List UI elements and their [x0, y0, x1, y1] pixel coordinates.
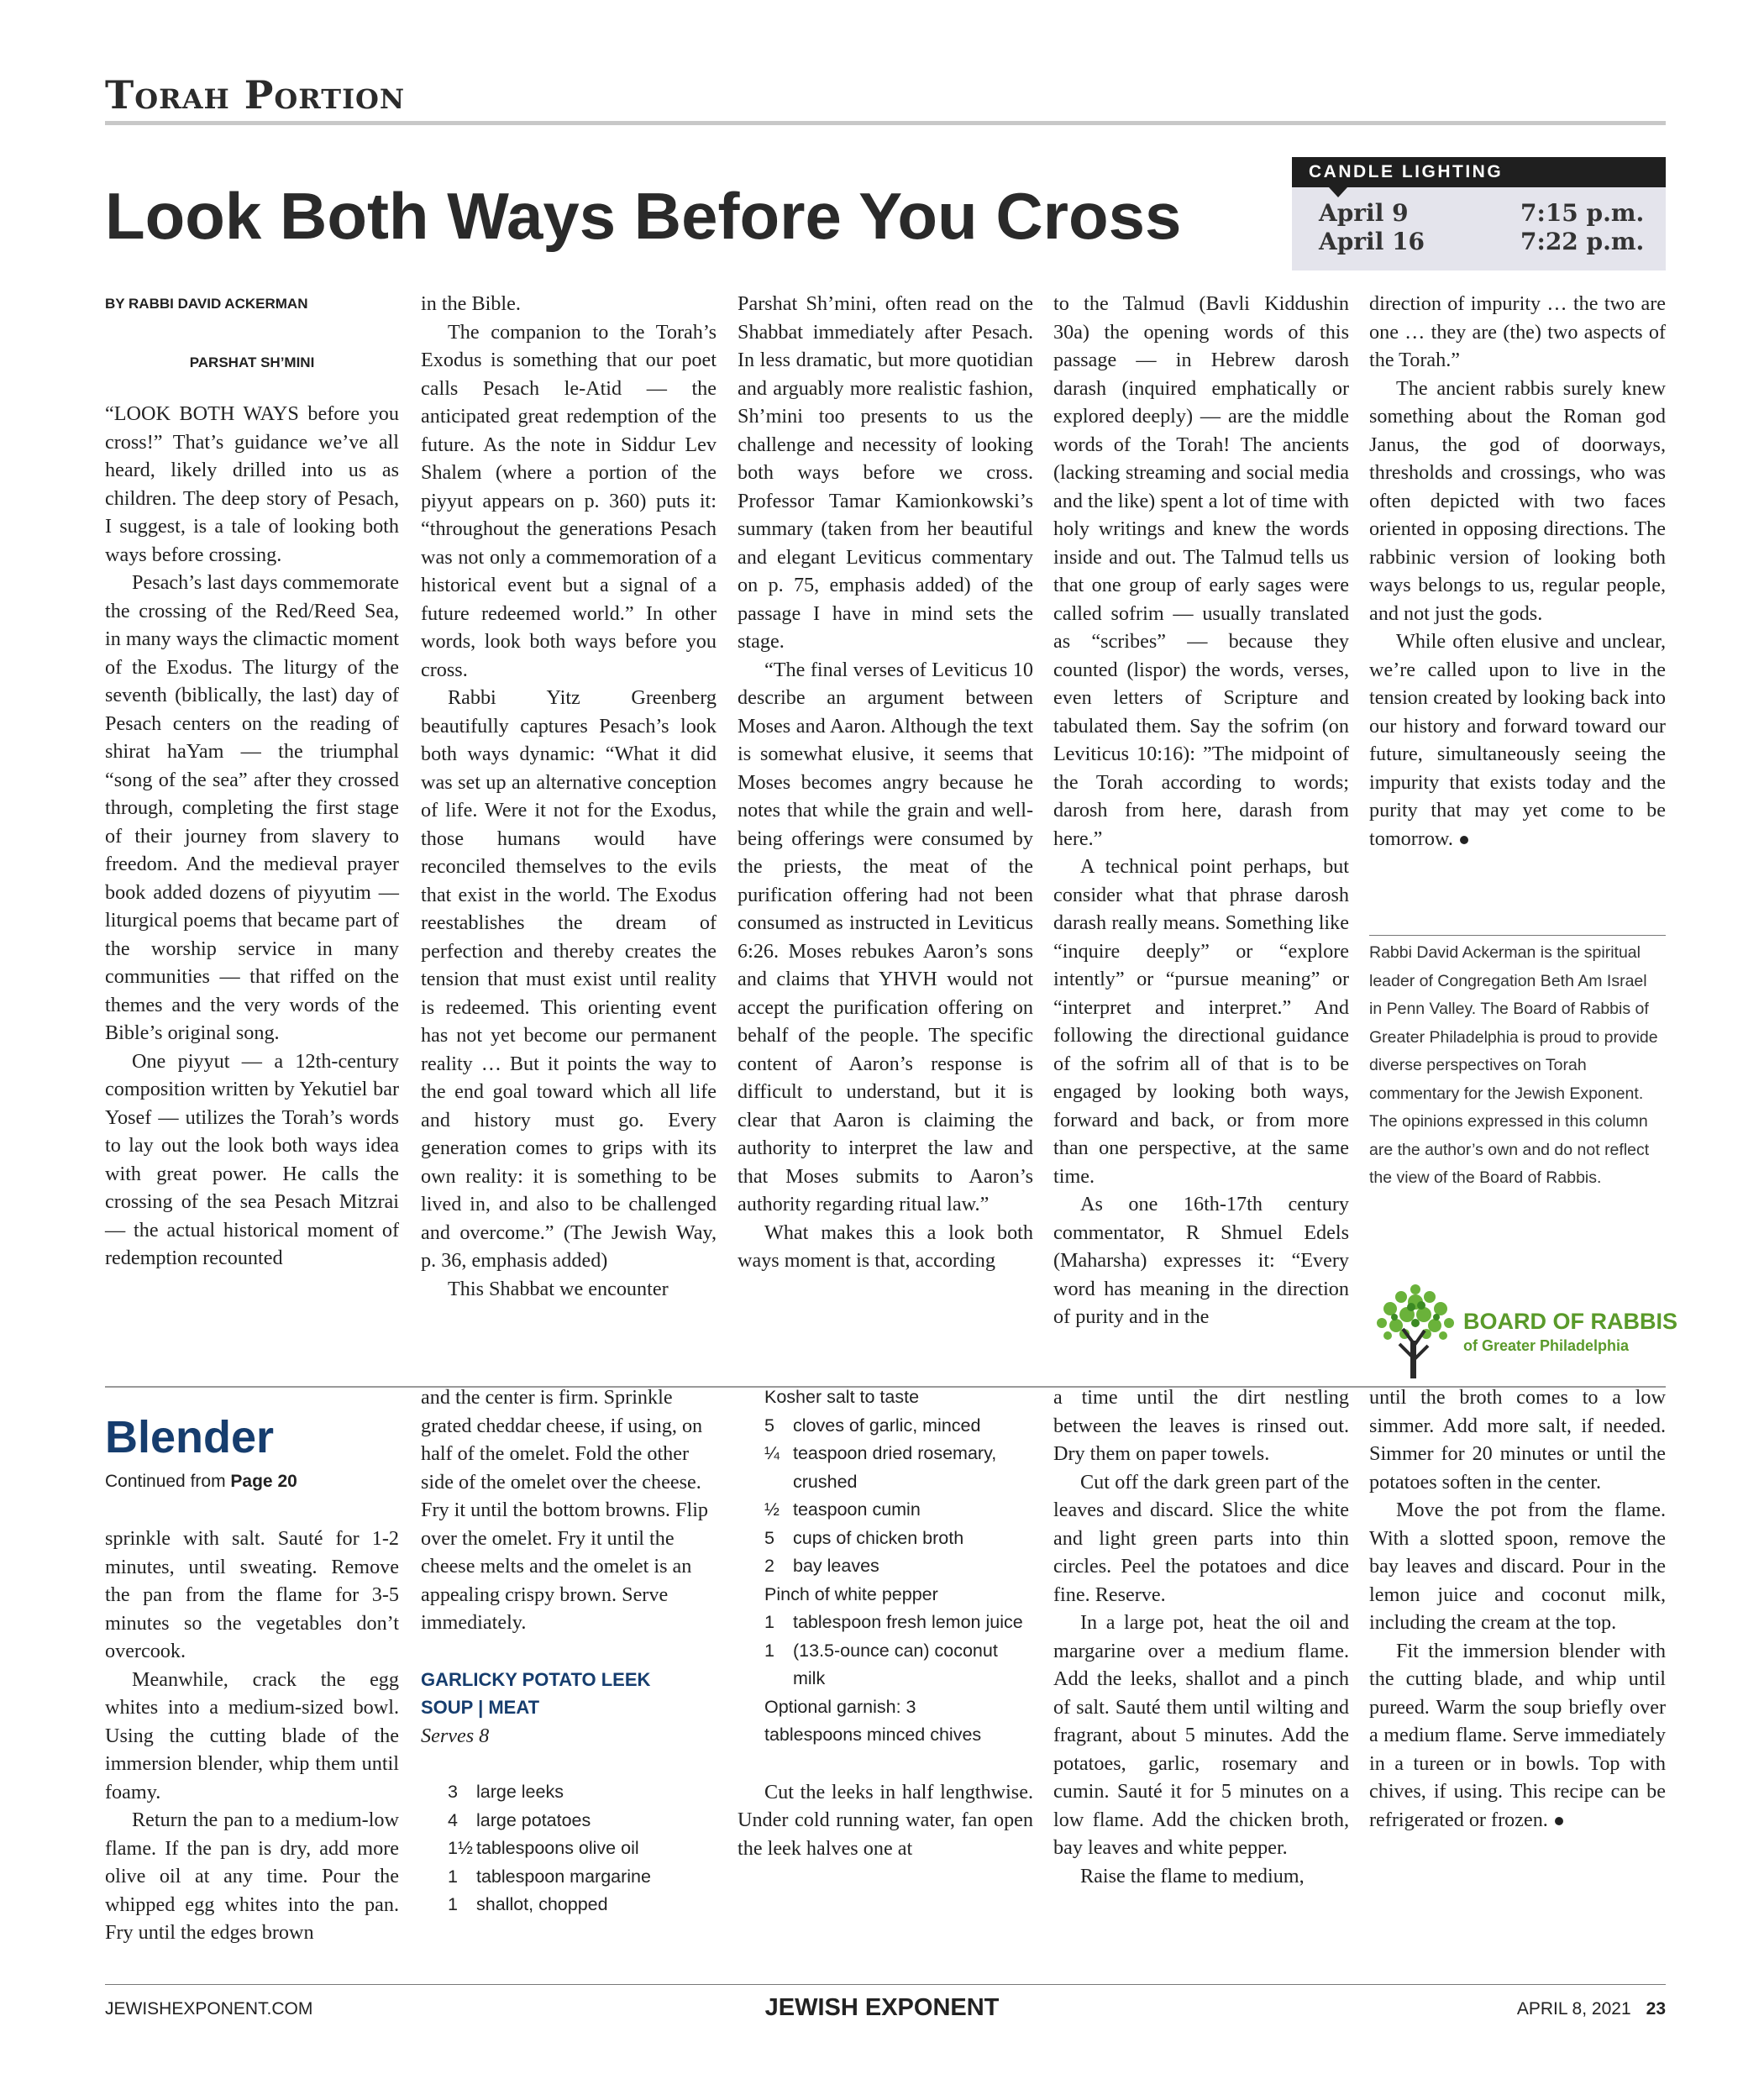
ingredient-qty: 2: [764, 1556, 774, 1576]
ingredient-qty: ¼: [764, 1443, 780, 1463]
ingredient-qty: 1½: [448, 1838, 473, 1858]
bio-rule: [1369, 935, 1666, 936]
footer-publication: JEWISH EXPONENT: [764, 1994, 1000, 2021]
ingredient-desc: tablespoons olive oil: [476, 1838, 639, 1858]
ingredient-item: [448, 1891, 717, 1919]
blender-title: Blender: [105, 1412, 275, 1462]
paragraph: Raise the flame to medium,: [1080, 1864, 1305, 1887]
ingredient-qty: 5: [764, 1415, 774, 1436]
closing-text: While often elusive and unclear, we’re called upon to live in the tension created by looking back into our history and forward toward our future, simultaneously seeing the impurity that exists today and the purity that may yet come to be tomorrow.: [1369, 630, 1666, 850]
ingredient-desc: teaspoon dried rosemary, crushed: [793, 1443, 997, 1492]
blender-column-5: [1369, 1383, 1666, 1834]
ingredient-desc: bay leaves: [793, 1556, 879, 1576]
candle-lighting-label: CANDLE LIGHTING: [1292, 157, 1666, 187]
end-mark-icon: [1460, 836, 1468, 844]
paragraph: This Shabbat we encounter: [448, 1277, 669, 1300]
section-label: Torah Portion: [105, 72, 406, 118]
logo-title: BOARD OF RABBIS: [1463, 1309, 1677, 1334]
candle-date: April 16: [1319, 228, 1425, 255]
ingredient-desc: (13.5-ounce can) coconut milk: [793, 1640, 998, 1688]
paragraph: to the Talmud (Bavli Kiddushin 30a) the opening words of this passage — in Hebrew darosh darash (inquired emphatically or explored deeply) — are the middle words of the Torah! The ancients (lacking streaming and social media and the like) spent a lot of time with holy writings and knew the words inside and out. The Talmud tells us that one group of early sages were called sofrim — usually translated as “scribes” — because they counted (lispor) the words, verses, even letters of Scripture and tabulated them. Say the sofrim (on Leviticus 10:16): ”The midpoint of the Torah according to words; darosh from here, darash from here.”: [1053, 292, 1349, 850]
logo-subtitle: of Greater Philadelphia: [1463, 1337, 1630, 1354]
ingredient-qty: 5: [764, 1527, 774, 1548]
footer-date-page: [1428, 1999, 1666, 2019]
paragraph: One piyyut — a 12th-century composition written by Yekutiel bar Yosef — utilizes the Torah’s words to lay out the look both ways idea with great power. He calls the crossing of the sea Pesach Mitzrai — the actual historical moment of redemption recounted: [105, 1049, 399, 1269]
ingredient-item: Pinch of white pepper: [764, 1583, 938, 1604]
paragraph: “The final verses of Leviticus 10 describe an argument between Moses and Aaron. Although the text is somewhat elusive, it seems that Moses becomes angry because he notes that while the grain and well-being offerings were consumed by the priests, the meat of the purification offering had not been consumed as instructed in Leviticus 6:26. Moses rebukes Aaron’s sons and claims that YHVH would not accept the purification offering on behalf of the people. The specific content of Aaron’s response is difficult to understand, but it is clear that Aaron is claiming the authority to interpret the law and that Moses submits to Aaron’s authority regarding ritual law.”: [738, 658, 1033, 1215]
candle-time: 7:15 p.m.: [1520, 199, 1645, 227]
ingredient-list: [738, 1383, 1033, 1750]
candle-time: 7:22 p.m.: [1520, 228, 1645, 255]
paragraph: Pesach’s last days commemorate the crossing of the Red/Reed Sea, in many ways the climactic moment of the Exodus. The liturgy of the seventh (biblically, the last) day of Pesach centers on the reading of shirat haYam — the triumphal “song of the sea” after they crossed through, completing the first stage of their journey from slavery to freedom. And the medieval prayer book added dozens of piyyutim — liturgical poems that became part of the worship service in many communities — that riffed on the themes and the very words of the Bible’s original song.: [105, 571, 399, 1044]
ingredient-item: [764, 1496, 1033, 1525]
ingredient-item: [448, 1863, 717, 1892]
blender-column-1: [105, 1525, 399, 1947]
author-bio: Rabbi David Ackerman is the spiritual leader of Congregation Beth Am Israel in Penn Valley. The Board of Rabbis of Greater Philadelphia is proud to provide diverse perspectives on Torah commentary for the Jewish Exponent. The opinions expressed in this column are the author’s own and do not reflect the view of the Board of Rabbis.: [1369, 943, 1658, 1187]
ingredient-qty: 1: [448, 1894, 458, 1914]
paragraph: direction of impurity … the two are one … they are (the) two aspects of the Torah.”: [1369, 292, 1666, 371]
ingredient-item: [448, 1807, 717, 1835]
ingredient-desc: tablespoon fresh lemon juice: [793, 1612, 1023, 1632]
paragraph: What makes this a look both ways moment is that, according: [738, 1221, 1033, 1272]
paragraph: Rabbi Yitz Greenberg beautifully captures Pesach’s look both ways dynamic: “What it did was set up an alternative conception of life. Were it not for the Exodus, those humans would have reconciled themselves to the evils that exist in the world. The Exodus reestablishes the dream of perfection and thereby creates the tension that must exist until reality is redeemed. This orienting event has not yet become our permanent reality … But it points the way to the end goal toward which all life and history must go. Every generation comes to grips with its own reality: it is something to be lived in, and also to be challenged and overcome.” (The Jewish Way, p. 36, emphasis added): [421, 686, 717, 1272]
blender-column-2: [421, 1383, 717, 1919]
candle-row: [1319, 199, 1646, 227]
paragraph: The companion to the Torah’s Exodus is something that our poet calls Pesach le-Atid — the anticipated great redemption of the future. As the note in Siddur Lev Shalem (where a portion of the piyyut appears on p. 360) puts it: “throughout the generations Pesach was not only a commemoration of a historical event but a signal of a future redeemed world.” In other words, look both ways before you cross.: [421, 320, 717, 681]
ingredient-desc: shallot, chopped: [476, 1894, 608, 1914]
paragraph: until the broth comes to a low simmer. Add more salt, if needed. Simmer for 20 minutes or until the potatoes soften in the center.: [1369, 1386, 1666, 1494]
article-column-2: [421, 290, 717, 1303]
article-column-4: [1053, 290, 1349, 1331]
paragraph: Return the pan to a medium-low flame. If the pan is dry, add more olive oil at any time. Pour the whipped egg whites into the pan. Fry until the edges brown: [105, 1809, 399, 1944]
ingredient-desc: cups of chicken broth: [793, 1527, 964, 1548]
ingredient-item: [448, 1778, 717, 1807]
board-of-rabbis-logo: [1369, 1277, 1677, 1382]
ingredient-item: [764, 1525, 1033, 1553]
ingredient-item: [764, 1412, 1033, 1441]
header-rule: [105, 121, 1666, 125]
paragraph: In a large pot, heat the oil and margarine over a medium flame. Add the leeks, shallot and a pinch of salt. Sauté them until wilting and fragrant, about 5 minutes. Add the potatoes, garlic, rosemary and cumin. Sauté it for 5 minutes on a low flame. Add the chicken broth, bay leaves and white pepper.: [1053, 1611, 1349, 1859]
closing-text: Fit the immersion blender with the cutting blade, and whip until pureed. Warm the soup briefly over a medium flame. Serve immediately in a tureen or in bowls. Top with chives, if using. This recipe can be refrigerated or frozen.: [1369, 1639, 1666, 1831]
continued-note: [105, 1472, 297, 1492]
ingredient-list: [421, 1778, 717, 1919]
paragraph: and the center is firm. Sprinkle grated cheddar cheese, if using, on half of the omelet. Fold the other side of the omelet over the cheese. Fry it until the bottom browns. Flip over the omelet. Fry it until the cheese melts and the omelet is an appealing crispy brown. Serve immediately.: [421, 1386, 709, 1634]
paragraph: sprinkle with salt. Sauté for 1-2 minutes, until sweating. Remove the pan from the flame for 3-5 minutes so the vegetables don’t overcook.: [105, 1527, 399, 1662]
paragraph: Parshat Sh’mini, often read on the Shabbat immediately after Pesach. In less dramatic, but more quotidian and arguably more realistic fashion, Sh’mini too presents to us the challenge and necessity of looking both ways before we cross. Professor Tamar Kamionkowski’s summary (taken from her beautiful and elegant Leviticus commentary on p. 75, emphasis added) of the passage I have in mind sets the stage.: [738, 292, 1033, 653]
paragraph: in the Bible.: [421, 292, 521, 315]
ingredient-qty: 1: [448, 1866, 458, 1887]
paragraph: “LOOK BOTH WAYS before you cross!” That’s guidance we’ve all heard, likely drilled into us as children. The deep story of Pesach, I suggest, is a tale of looking both ways before crossing.: [105, 402, 399, 566]
byline: BY RABBI DAVID ACKERMAN: [105, 296, 308, 312]
ingredient-item: [764, 1609, 1033, 1637]
candle-notch: [1329, 187, 1347, 197]
paragraph: Meanwhile, crack the egg whites into a medium-sized bowl. Using the cutting blade of the immersion blender, whip them until foamy.: [105, 1667, 399, 1803]
blender-column-4: [1053, 1383, 1349, 1890]
paragraph: Cut the leeks in half lengthwise. Under cold running water, fan open the leek halves one at: [738, 1780, 1033, 1860]
ingredient-desc: large leeks: [476, 1782, 564, 1802]
paragraph: The ancient rabbis surely knew something about the Roman god Janus, the god of doorways, thresholds and crossings, who was often depicted with two faces oriented in opposing directions. The rabbinic version of looking both ways belongs to us, regular people, and not just the gods.: [1369, 376, 1666, 625]
candle-row: [1319, 228, 1646, 255]
continued-prefix: Continued from: [105, 1472, 226, 1491]
ingredient-item: [764, 1637, 1033, 1693]
page-number: 23: [1646, 1999, 1666, 2019]
candle-lighting-box: [1292, 157, 1666, 270]
ingredient-desc: tablespoon margarine: [476, 1866, 651, 1887]
garnish-note: Optional garnish: 3 tablespoons minced chives: [764, 1696, 982, 1745]
article-headline: Look Both Ways Before You Cross: [105, 179, 1182, 253]
paragraph: As one 16th-17th century commentator, R Shmuel Edels (Maharsha) expresses it: “Every word has meaning in the direction of purity and in the: [1053, 1193, 1349, 1328]
ingredient-qty: 3: [448, 1782, 458, 1802]
parsha-label: PARSHAT SH’MINI: [189, 354, 315, 370]
recipe-title: GARLICKY POTATO LEEK: [421, 1668, 651, 1690]
ingredient-item: [764, 1552, 1033, 1581]
footer-rule: [105, 1984, 1666, 1985]
ingredient-qty: ½: [764, 1499, 780, 1520]
article-column-1: [105, 290, 399, 1273]
paragraph: [1369, 627, 1666, 853]
ingredient-qty: 1: [764, 1612, 774, 1632]
recipe-serves: Serves 8: [421, 1724, 490, 1747]
candle-date: April 9: [1319, 199, 1409, 227]
continued-page: Page 20: [230, 1472, 297, 1491]
ingredient-item: Kosher salt to taste: [764, 1387, 920, 1407]
end-mark-icon: [1555, 1817, 1563, 1825]
paragraph: [1369, 1637, 1666, 1835]
ingredient-qty: 4: [448, 1809, 458, 1830]
ingredient-qty: 1: [764, 1640, 774, 1661]
ingredient-item: [764, 1440, 1033, 1496]
article-column-3: [738, 290, 1033, 1275]
recipe-title-line-2: SOUP | MEAT: [421, 1697, 540, 1718]
ingredient-item: [448, 1835, 717, 1863]
ingredient-desc: teaspoon cumin: [793, 1499, 921, 1520]
paragraph: Cut off the dark green part of the leaves and discard. Slice the white and light green parts into thin circles. Peel the potatoes and dice fine. Reserve.: [1053, 1470, 1349, 1606]
tree-icon: [1369, 1277, 1462, 1382]
paragraph: a time until the dirt nestling between the leaves is rinsed out. Dry them on paper towels.: [1053, 1386, 1349, 1465]
article-column-5: [1369, 290, 1666, 853]
ingredient-desc: large potatoes: [476, 1809, 591, 1830]
blender-column-3: [738, 1383, 1033, 1862]
ingredient-desc: cloves of garlic, minced: [793, 1415, 981, 1436]
footer-date: APRIL 8, 2021: [1516, 1999, 1631, 2019]
paragraph: Move the pot from the flame. With a slotted spoon, remove the bay leaves and discard. Pour in the lemon juice and coconut milk, including the cream at the top.: [1369, 1499, 1666, 1634]
footer-website: JEWISHEXPONENT.COM: [105, 1999, 313, 2019]
paragraph: A technical point perhaps, but consider what that phrase darosh darash really means. Something like “inquire deeply” or “explore intently” or “pursue meaning” or “interpret and interpret.” And following the directional guidance of the sofrim all of that is to be engaged by looking both ways, forward and back, or from more than one perspective, at the same time.: [1053, 855, 1349, 1188]
